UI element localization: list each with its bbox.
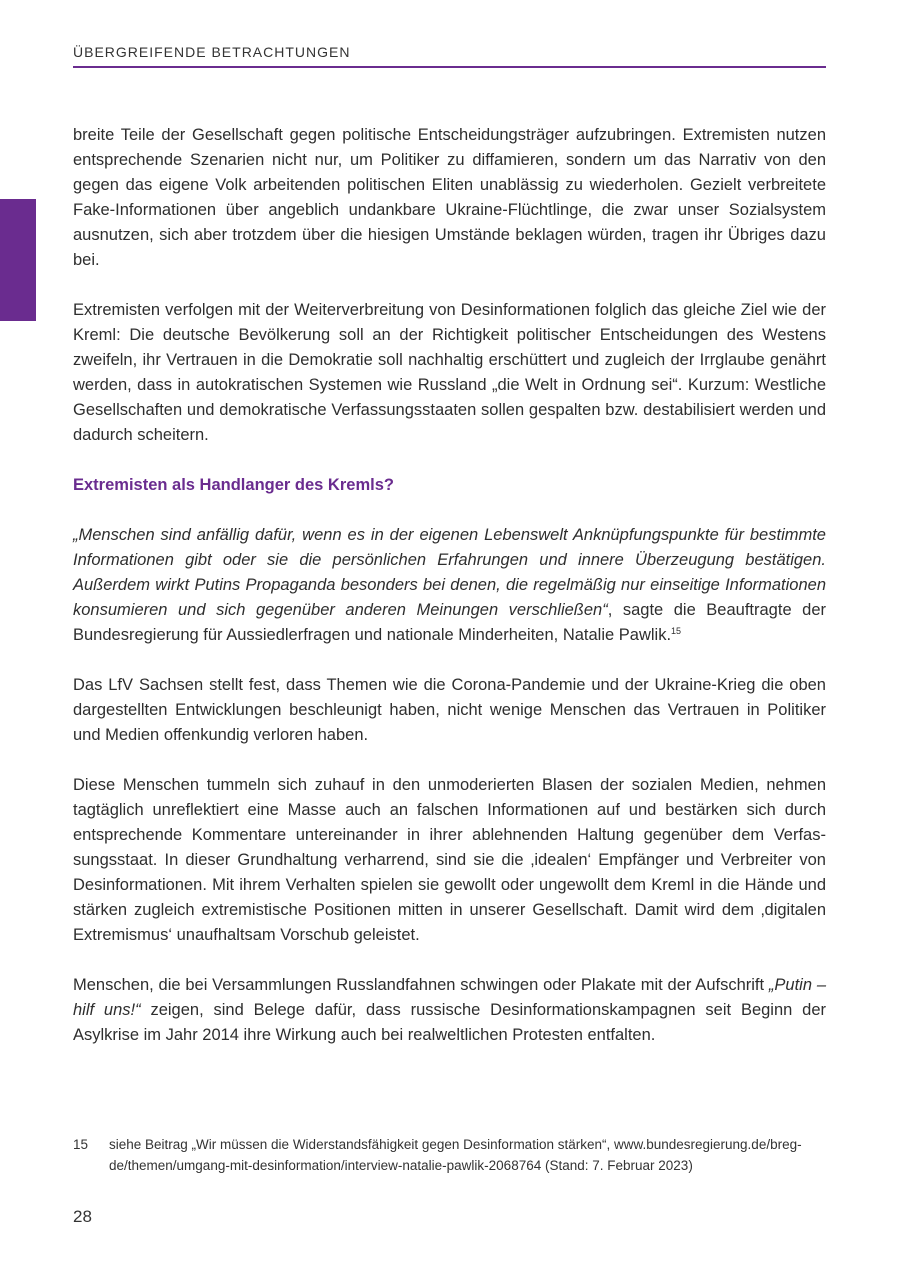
- main-content: [73, 123, 826, 1073]
- paragraph-1: breite Teile der Gesellschaft gegen politische Entscheidungsträger aufzubringen. Extremisten nutzen entsprechende Szenarien nicht nur, um Politiker zu diffamieren, sondern um das Narrativ von den gegen das eigene Volk arbeitenden politischen Eliten unablässig zu wiederholen. Gezielt verbreitete Fake-Informationen über angeblich undankbare Ukraine-Flüchtlinge, die zwar unser Sozialsystem ausnutzen, sich aber trotzdem über die hiesigen Umstände beklagen würden, tragen ihr Übriges dazu bei.: [73, 126, 826, 269]
- chapter-side-tab: [0, 199, 36, 321]
- quote-paragraph: [73, 523, 826, 648]
- footnote-number: 15: [73, 1137, 89, 1152]
- quote-italic: „Menschen sind anfällig dafür, wenn es in der eigenen Lebenswelt Anknüpfungspunkte für bestimmte Informationen gibt oder sie die persönlichen Erfahrungen und innere Überzeugung bestätigen. Außerdem wirkt Putins Propaganda besonders bei denen, die regelmäßig nur einseitige Informationen konsumieren und sich gegenüber anderen Meinungen verschließen“: [73, 526, 826, 619]
- running-header: ÜBERGREIFENDE BETRACHTUNGEN: [73, 44, 826, 68]
- footnote: [73, 1134, 826, 1176]
- section-heading: Extremisten als Handlanger des Kremls?: [73, 476, 394, 494]
- paragraph-3: Das LfV Sachsen stellt fest, dass Themen wie die Corona-Pandemie und der Ukraine-Krieg die oben dargestellten Entwicklungen beschleunigt haben, nicht wenige Menschen das Vertrauen in Politiker und Medien offenkundig verloren haben.: [73, 676, 826, 744]
- paragraph-2: Extremisten verfolgen mit der Weiterverbreitung von Desinformationen folglich das gleiche Ziel wie der Kreml: Die deutsche Bevölkerung soll an der Richtigkeit politischer Entscheidungen des Westens zweifeln, ihr Vertrauen in die Demokratie soll nachhaltig erschüttert und zugleich der Irrglaube genährt werden, dass in autokratischen Systemen wie Russland „die Welt in Ordnung sei“. Kurzum: Westliche Gesellschaften und demokratische Verfassungsstaaten sollen gespalten bzw. destabilisiert werden und dadurch scheitern.: [73, 301, 826, 444]
- paragraph-5-start: Menschen, die bei Versammlungen Russlandfahnen schwingen oder Plakate mit der Aufschrift: [73, 976, 769, 994]
- quote-attribution: , sagte die Beauftragte der Bundesregierung für Aussiedlerfragen und nationale Minderheiten, Natalie Pawlik.: [73, 601, 827, 644]
- paragraph-5-end: zeigen, sind Belege dafür, dass russische Desinformationskampagnen seit Beginn der Asylkrise im Jahr 2014 ihre Wirkung auch bei realweltlichen Protesten entfalten.: [73, 1001, 827, 1044]
- paragraph-5-italic: „Putin – hilf uns!“: [73, 976, 826, 1019]
- paragraph-4: Diese Menschen tummeln sich zuhauf in den unmoderierten Blasen der sozialen Medien, nehmen tagtäglich unreflektiert eine Masse auch an falschen Informationen auf und bestärken sich durch entsprechende Kommentare untereinander in ihrer ablehnenden Haltung gegenüber dem Verfassungsstaat. In dieser Grundhaltung verharrend, sind sie die ‚idealen‘ Empfänger und Verbreiter von Desinformationen. Mit ihrem Verhalten spielen sie gewollt oder ungewollt dem Kreml in die Hände und stärken zugleich extremistische Positionen mitten in unserer Gesellschaft. Damit wird dem ‚digitalen Extremismus‘ unaufhaltsam Vorschub geleistet.: [73, 776, 826, 944]
- page-number: 28: [73, 1207, 92, 1226]
- paragraph-5: [73, 973, 826, 1048]
- footnote-reference[interactable]: 15: [671, 626, 682, 636]
- footnote-text: siehe Beitrag „Wir müssen die Widerstandsfähigkeit gegen Desinformation stärken“, www.bundesregierung.de/breg-de/themen/umgang-mit-desinformation/interview-natalie-pawlik-2068764 (Stand: 7. Februar 2023): [109, 1137, 802, 1173]
